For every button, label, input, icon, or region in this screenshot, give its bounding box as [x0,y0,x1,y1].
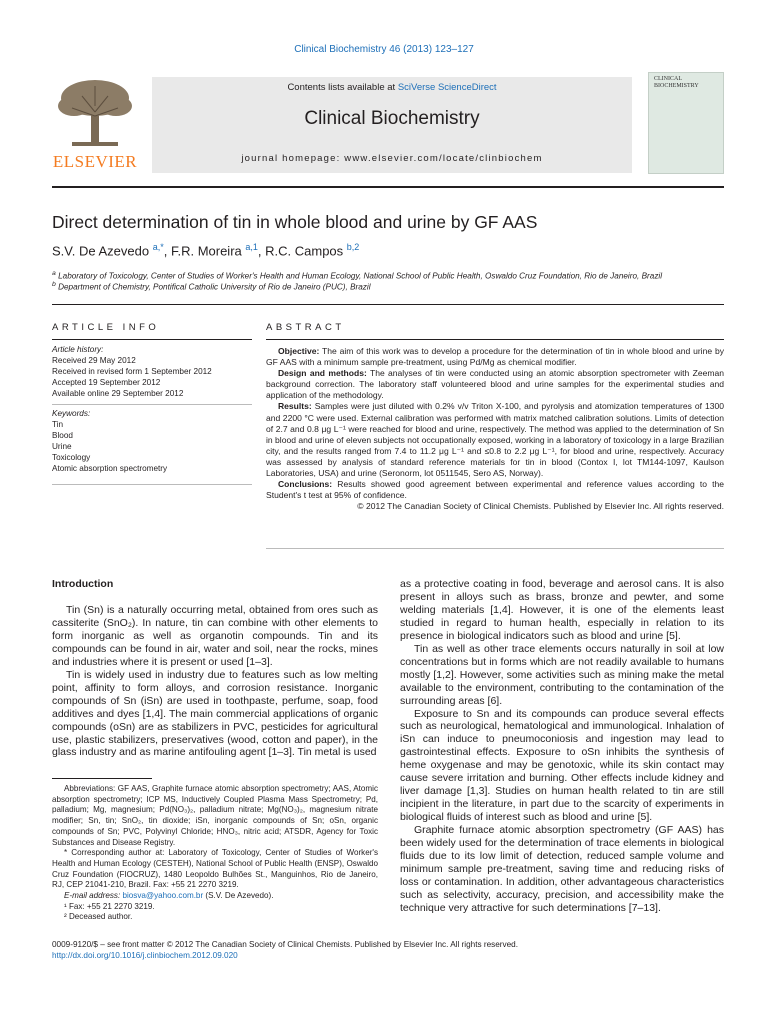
history-divider [52,404,252,405]
sciencedirect-link[interactable]: SciVerse ScienceDirect [397,82,497,93]
abstract-body [266,346,724,512]
journal-homepage[interactable]: journal homepage: www.elsevier.com/locate/clinbiochem [241,153,543,164]
history-label: Article history: [52,345,104,354]
author-affiliation-mark[interactable]: a,1 [245,242,258,252]
keywords [52,408,252,474]
affiliation-text: Department of Chemistry, Pontifical Catholic University of Rio de Janeiro (PUC), Brazil [58,282,371,292]
body-paragraph: Tin as well as other trace elements occurs naturally in soil at low concentrations but in forms which are not readily available to humans mostly [1,2]. However, some activities such as mining make the metal available to the environment, contributing to the contamination of the surrounding areas [6]. [400,642,724,707]
author-affiliation-mark[interactable]: b,2 [346,242,360,252]
email-link[interactable]: biosva@yahoo.com.br [122,891,204,901]
abstract-divider [266,339,724,340]
article-history [52,344,252,399]
abstract-bottom-divider [266,548,724,549]
abstract-text: Samples were just diluted with 0.2% v/v Triton X-100, and pyrolysis and atomization temperatures of 1300 and 2200 °C were used. External calibration was performed with matrix matched calibration solutions. Limits of detection of 2.7 and 0.8 μg L⁻¹ were reached for blood and urine, respectively. The method was applied to the determination of Sn in blood and urine of eleven subjects not occupationally exposed, working in a laboratory of toxicology in a large Brazilian city, and the results ranged from 7.4 to 11.2 μg L⁻¹ and ≤0.8 to 2.2 μg L⁻¹, for blood and urine, respectively. Accuracy was assessed by analysis of standard reference materials for tin in blood (Contox I, lot TM144-1097, Kaulson Laboratories, USA) and urine (Seronorm, lot 0511545, Sero AS, Norway). [266,401,724,479]
article-title: Direct determination of tin in whole blood and urine by GF AAS [52,212,538,232]
abstract-label: Conclusions: [278,479,333,490]
affiliation-mark: a [52,270,56,277]
header-divider [52,186,724,188]
body-paragraph: Graphite furnace atomic absorption spectrometry (GF AAS) has been widely used for the determination of trace elements in biological fluids due to its low limit of detection, reduced sample volume and minimum sample pre-treatment, saving time and reducing risks of loss or contamination. In addition, other advantageous characteristics such as selectivity, accuracy, precision, and accessibility make the technique very attractive for such determinations [7–13]. [400,824,724,914]
keyword: Blood [52,431,73,440]
publisher-logo-text: ELSEVIER [52,152,138,171]
abstract-text: The analyses of tin were conducted using an atomic absorption spectrometer with Zeeman background correction. The laboratory staff volunteered blood and urine samples for the experimental studies and application of the methodology. [266,368,724,401]
history-entry: Received in revised form 1 September 2012 [52,367,212,376]
issn-line: 0009-9120/$ – see front matter © 2012 The Canadian Society of Clinical Chemists. Published by Elsevier Inc. All rights reserved. [52,940,518,949]
body-paragraph: as a protective coating in food, beverage and aerosol cans. It is also present in alloys such as brass, bronze and pewter, and some welding materials [1,4]. However, it is one of the elements least studied in regard to human health, especially in relation to its presence in biological indicators such as blood and urine [5]. [400,578,724,642]
affiliation-b [52,281,724,292]
author-affiliation-mark[interactable]: a,* [152,242,164,252]
article-info-heading: ARTICLE INFO [52,322,160,333]
abstract-conclusions [266,479,724,501]
contents-prefix: Contents lists available at [287,82,398,93]
body-paragraph: Tin is widely used in industry due to features such as low melting point, affinity to form alloys, and corrosion resistance. Inorganic compounds of Sn (iSn) are used in toothpaste, perfume, soap, food additives and dyes [1,4]. The main commercial applications of organic compounds (oSn) are as stabilizers in PVC, pesticides for agricultural use, plastic stabilizers, preservatives (wood, cotton and paper), in the glass industry and as marine antifouling agent [1–3]. Tin metal is used [52,668,378,759]
article-info-divider [52,339,252,340]
section-heading-introduction: Introduction [52,578,114,590]
author-separator: , [257,243,266,259]
footnotes [52,784,378,923]
body-column-right [400,578,724,915]
keyword: Atomic absorption spectrometry [52,464,168,473]
body-paragraph: Exposure to Sn and its compounds can produce several effects such as neurological, hematological and immunological. Inhalation of iSn can induce to pneumoconiosis and ingestion may lead to gastrointestinal effects. Exposure to oSn inhibits the synthesis of heme oxygenase and may be genotoxic, while its skin contact may cause severe irritation and burning. Other effects include kidney and liver damage [1,3]. Studies on human health related to tin are still incipient in the literature, in part due to the scarcity of experiments in biological fluids of interest such as blood and urine [5]. [400,707,724,824]
history-entry: Accepted 19 September 2012 [52,378,161,387]
abstract-results [266,401,724,479]
cover-title: CLINICAL BIOCHEMISTRY [654,76,699,89]
history-entry: Received 29 May 2012 [52,356,136,365]
doi-link[interactable]: http://dx.doi.org/10.1016/j.clinbiochem.2012.09.020 [52,951,238,960]
abstract-label: Design and methods: [278,368,367,379]
footnote-fax: ¹ Fax: +55 21 2270 3219. [64,901,155,911]
journal-citation[interactable]: Clinical Biochemistry 46 (2013) 123–127 [294,44,474,55]
email-suffix: (S.V. De Azevedo). [203,891,274,901]
abstract-heading: ABSTRACT [266,322,345,333]
email-label: E-mail address: [64,891,123,901]
author-name[interactable]: R.C. Campos [265,243,344,259]
author-name[interactable]: F.R. Moreira [170,243,242,259]
affiliation-a [52,270,724,281]
footnote-email [52,891,378,902]
abstract-label: Objective: [278,346,320,356]
author-separator: , [163,243,171,259]
abstract-label: Results: [278,401,312,412]
history-entry: Available online 29 September 2012 [52,389,184,398]
body-column-left [52,604,378,759]
affiliation-text: Laboratory of Toxicology, Center of Studies of Worker's Health and Human Ecology, National School of Public Health, Oswaldo Cruz Foundation, Rio de Janeiro, Brazil [58,271,663,281]
keyword: Urine [52,442,72,451]
footnote-divider [52,778,152,779]
keyword: Toxicology [52,453,91,462]
affiliation-mark: b [52,281,56,288]
abstract-text: Results showed good agreement between experimental and reference values according to the Student's t test at 95% of confidence. [266,479,724,501]
contents-line [152,82,632,93]
keyword: Tin [52,420,64,429]
journal-title: Clinical Biochemistry [304,108,480,129]
abstract-copyright: © 2012 The Canadian Society of Clinical Chemists. Published by Elsevier Inc. All rights reserved. [357,501,724,512]
footnote-corresponding-author: * Corresponding author at: Laboratory of Toxicology, Center of Studies of Worker's Health and Human Ecology (CESTEH), National School of Public Health (ENSP), Oswaldo Cruz Foundation (FIOCRUZ), 1480 Leopoldo Bulhões St., Manguinhos, Rio de Janeiro, RJ, CEP 21041-210, Brazil. Fax: +55 21 2270 3219. [52,848,378,890]
keywords-label: Keywords: [52,409,91,418]
keywords-divider [52,484,252,485]
title-divider [52,304,724,305]
abstract-text: The aim of this work was to develop a procedure for the determination of tin in whole blood and urine by GF AAS with a minimum sample pre-treatment, using Pd/Mg as chemical modifier. [266,346,724,368]
footnote-deceased: ² Deceased author. [64,912,133,922]
abstract-design [266,368,724,401]
page-footer [52,939,724,961]
author-name[interactable]: S.V. De Azevedo [52,243,150,259]
body-paragraph: Tin (Sn) is a naturally occurring metal, obtained from ores such as cassiterite (SnO₂). In nature, tin can combine with other elements to form inorganic as well as organotin compounds. Tin and its compounds can be found in air, water and soil, near the rocks, mines and industries where it is present or used [1–3]. [52,604,378,668]
abstract-objective [266,346,724,368]
footnote-abbreviations: Abbreviations: GF AAS, Graphite furnace atomic absorption spectrometry; AAS, Atomic absorption spectrometry; ICP MS, Inductively Coupled Plasma Mass Spectrometry; Pd, palladium; Mg, magnesium; Pd(NO₃)₂, palladium nitrate; Mg(NO₃)₂, magnesium nitrate modifier; Sn, tin; SnO₂, tin dioxide; iSn, inorganic compounds of Sn; oSn, organic compounds of Sn; PVC, Polyvinyl Chloride; HNO₃, nitric acid; ATSDR, Agency for Toxic Substances and Disease Registry. [52,784,378,847]
author-list [52,242,724,258]
